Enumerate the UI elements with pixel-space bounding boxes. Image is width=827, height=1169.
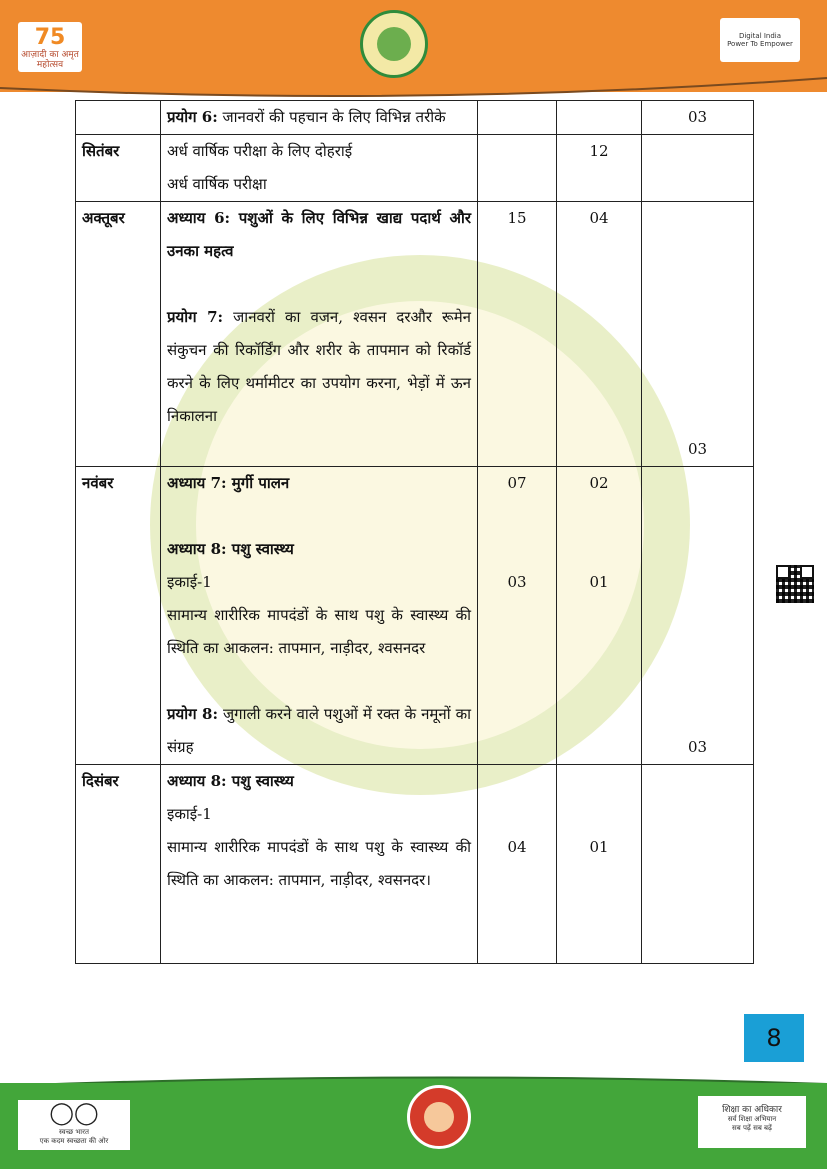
- digital-india-tagline: Power To Empower: [727, 40, 793, 48]
- chapter-title: अध्याय 8: पशु स्वास्थ्य: [167, 772, 294, 790]
- value-text: 03: [687, 440, 708, 458]
- table-row: [76, 467, 754, 765]
- value-cell: [557, 765, 642, 964]
- chapter-title: अध्याय 8: पशु स्वास्थ्य: [167, 540, 294, 558]
- beti-bachao-seal-icon: [407, 1085, 471, 1149]
- value-cell: 04: [557, 202, 642, 467]
- syllabus-table: [75, 100, 754, 964]
- experiment-label: प्रयोग 7:: [167, 308, 224, 326]
- experiment-text: जुगाली करने वाले पशुओं में रक्त के नमूनों का संग्रह: [167, 705, 472, 756]
- month-cell: सितंबर: [76, 135, 161, 202]
- value-cell: [642, 202, 754, 467]
- value-cell: [557, 101, 642, 135]
- revision-text: अर्ध वार्षिक परीक्षा के लिए दोहराई: [167, 142, 353, 160]
- table-row: [76, 765, 754, 964]
- board-seal-icon: [360, 10, 428, 78]
- value-text: 01: [589, 838, 609, 856]
- month-cell: नवंबर: [76, 467, 161, 765]
- chapter-title: अध्याय 6: पशुओं के लिए विभिन्न खाद्य पदार्थ और उनका महत्व: [167, 209, 471, 260]
- content-cell: [161, 467, 478, 765]
- table-row: [76, 202, 754, 467]
- value-cell: 03: [642, 101, 754, 135]
- value-cell: [478, 765, 557, 964]
- qr-code-icon: [776, 565, 814, 603]
- value-cell: 15: [478, 202, 557, 467]
- logo-75-text: आज़ादी का अमृत महोत्सव: [21, 50, 79, 70]
- unit-text: सामान्य शारीरिक मापदंडों के साथ पशु के स्वास्थ्य की स्थिति का आकलन: तापमान, नाड़ीदर, श्वसनदर: [167, 606, 471, 657]
- content-cell: [161, 135, 478, 202]
- content-cell: [161, 765, 478, 964]
- month-cell: [76, 101, 161, 135]
- experiment-label: प्रयोग 8:: [167, 705, 218, 723]
- swachh-bharat-logo: ◯◯ स्वच्छ भारत एक कदम स्वच्छता की ओर: [18, 1100, 130, 1150]
- shiksha-ka-adhikar-logo: [698, 1096, 806, 1148]
- unit-text: सामान्य शारीरिक मापदंडों के साथ पशु के स्वास्थ्य की स्थिति का आकलन: तापमान, नाड़ीदर, श्वसनदर।: [167, 838, 471, 889]
- value-cell: [478, 101, 557, 135]
- value-cell: [478, 135, 557, 202]
- month-cell: अक्तूबर: [76, 202, 161, 467]
- digital-india-logo: [720, 18, 800, 62]
- logo-75-number: 75: [34, 25, 66, 50]
- value-cell: [642, 467, 754, 765]
- unit-label: इकाई-1: [167, 805, 212, 823]
- experiment-label: प्रयोग 6:: [167, 108, 218, 126]
- experiment-text: जानवरों की पहचान के लिए विभिन्न तरीके: [217, 108, 446, 126]
- value-text: 01: [589, 573, 609, 591]
- swachh-bharat-tagline: एक कदम स्वच्छता की ओर: [39, 1137, 109, 1145]
- table-row: [76, 135, 754, 202]
- page-number: 8: [744, 1014, 804, 1062]
- value-text: 04: [507, 838, 527, 856]
- table-row: [76, 101, 754, 135]
- month-cell: दिसंबर: [76, 765, 161, 964]
- value-text: 03: [687, 738, 708, 756]
- content-cell: [161, 202, 478, 467]
- unit-label: इकाई-1: [167, 573, 212, 591]
- value-text: 02: [589, 474, 609, 492]
- azadi-amrit-mahotsav-logo: [18, 22, 82, 72]
- value-cell: [478, 467, 557, 765]
- exam-text: अर्ध वार्षिक परीक्षा: [167, 175, 267, 193]
- rte-line2: सब पढ़ें सब बढ़ें: [732, 1124, 772, 1132]
- value-cell: [642, 135, 754, 202]
- value-text: 07: [507, 474, 527, 492]
- value-cell: 12: [557, 135, 642, 202]
- value-cell: [642, 765, 754, 964]
- swachh-bharat-text: स्वच्छ भारत: [59, 1128, 89, 1136]
- value-text: 03: [507, 573, 527, 591]
- value-cell: [557, 467, 642, 765]
- content-cell: [161, 101, 478, 135]
- digital-india-text: Digital India: [738, 32, 782, 40]
- experiment-text: जानवरों का वजन, श्वसन दरऔर रूमेन संकुचन की रिकॉर्डिंग और शरीर के तापमान को रिकॉर्ड करने के लिए थर्मामीटर का उपयोग करना, भेड़ों में ऊन निकालना: [167, 308, 471, 425]
- rte-line1: सर्व शिक्षा अभियान: [727, 1115, 777, 1123]
- rte-title: शिक्षा का अधिकार: [722, 1105, 782, 1115]
- chapter-title: अध्याय 7: मुर्गी पालन: [167, 474, 290, 492]
